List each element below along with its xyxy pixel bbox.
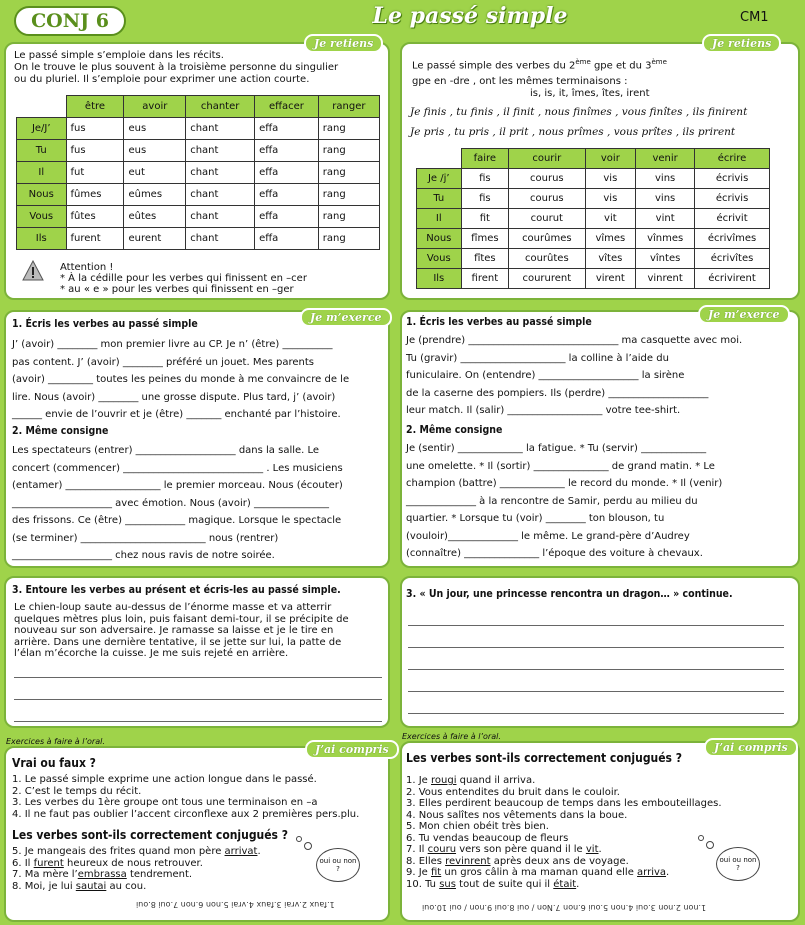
tag-je-retiens: Je retiens [304, 34, 383, 53]
table-cell: rang [318, 162, 379, 184]
exercise-box-3-right [400, 576, 800, 728]
table-cell: écrivis [695, 169, 770, 189]
exercise-line: Le chien-loup saute au-dessus de l’énorme masse et va atterrir [14, 602, 332, 613]
exercise-heading: 3. Entoure les verbes au présent et écris-les au passé simple. [12, 584, 341, 596]
rule-line: On le trouve le plus souvent à la troisième personne du singulier [14, 62, 339, 73]
table-cell: courus [509, 189, 585, 209]
table-cell: fûmes [66, 184, 124, 206]
table-header: ranger [318, 96, 379, 118]
table-cell: vint [636, 209, 695, 229]
exercise-line: (connaître) _______________ l’époque des voiture à chevaux. [406, 548, 703, 559]
exercise-heading: 3. « Un jour, une princesse rencontra un dragon… » continue. [406, 588, 733, 600]
exercise-line: l’élan m’écorche la cuisse. Je me suis rejeté en arrière. [14, 648, 289, 659]
table-row [417, 249, 770, 269]
rule-line: Le passé simple s’emploie dans les récits. [14, 50, 224, 61]
exercise-line: pas content. J’ (avoir) ________ préféré un jouet. Mes parents [12, 356, 314, 368]
quiz-verb: sus [439, 878, 456, 890]
pronoun-cell: Il [17, 162, 67, 184]
table-cell: chant [186, 118, 255, 140]
quiz-item [406, 821, 722, 833]
exercise-line: de la caserne des pompiers. Ils (perdre) ____________________ [406, 387, 709, 399]
quiz-text: au cou. [106, 880, 147, 892]
table-cell: courut [509, 209, 585, 229]
answer-key: 1.non 2.non 3.oui 4.non 5.oui 6.non 7.Non / oui 8.oui 9.non / oui 10.oui [422, 903, 707, 912]
rule-text: Le passé simple des verbes du 2 [412, 60, 576, 72]
quiz-item [12, 858, 261, 870]
exercise-heading: 2. Même consigne [406, 424, 503, 436]
table-row [17, 118, 380, 140]
quiz-verb: sautai [75, 880, 107, 892]
answer-line[interactable] [408, 670, 784, 692]
quiz-verb: embrassa [77, 869, 127, 880]
quiz-text: . [257, 846, 261, 857]
table-row [417, 169, 770, 189]
quiz-item [406, 833, 722, 845]
pronoun-cell: Il [417, 209, 462, 229]
table-header: être [66, 96, 124, 118]
table-cell: vîmes [585, 229, 636, 249]
table-cell: effa [255, 184, 319, 206]
table-cell: fîmes [461, 229, 509, 249]
table-cell: écrivîtes [695, 249, 770, 269]
exercise-line: champion (battre) _____________ le record du monde. * Il (venir) [406, 478, 723, 489]
quiz-item [406, 775, 722, 787]
table-row [417, 209, 770, 229]
table-header: écrire [695, 149, 770, 169]
pronoun-cell: Nous [417, 229, 462, 249]
pronoun-cell: Nous [17, 184, 67, 206]
answer-line[interactable] [14, 656, 382, 678]
attention-title: Attention ! [60, 262, 114, 273]
table-header: faire [461, 149, 509, 169]
table-cell: vis [585, 189, 636, 209]
quiz-text: quand il arriva. [456, 775, 536, 786]
exercise-line: concert (commencer) ____________________________ . Les musiciens [12, 462, 343, 474]
quiz-item: 4. Il ne faut pas oublier l’accent circonflexe aux 2 premières pers.plu. [12, 808, 360, 820]
tag-je-m-exerce: Je m’exerce [698, 305, 790, 324]
table-cell: vinrent [636, 269, 695, 289]
tag-je-retiens: Je retiens [702, 34, 781, 53]
quiz-text: 9. Je [406, 867, 431, 878]
pronoun-cell: Vous [17, 206, 67, 228]
table-cell: furent [66, 228, 124, 250]
quiz-text: 5. Je mangeais des frites quand mon père [12, 846, 225, 857]
table-row [417, 189, 770, 209]
quiz-text: 5. Mon chien obéit très bien. [406, 821, 549, 832]
exercise-line: Tu (gravir) _____________________ la colline à l’aide du [406, 352, 669, 364]
exercise-heading: 1. Écris les verbes au passé simple [406, 316, 592, 328]
exercise-box-left [4, 310, 390, 568]
exercise-line: (vouloir)______________ le même. Le grand-père d’Audrey [406, 530, 690, 542]
table-row [17, 206, 380, 228]
answer-line[interactable] [14, 700, 382, 722]
table-cell: écrivîmes [695, 229, 770, 249]
quiz-item [12, 869, 261, 881]
exercise-line: ______________ à la rencontre de Samir, perdu au milieu du [406, 495, 698, 507]
table-cell: eûtes [124, 206, 186, 228]
tag-j-ai-compris: J’ai compris [305, 740, 399, 759]
quiz-text: . [666, 867, 670, 878]
exercise-line: J’ (avoir) ________ mon premier livre au CP. Je n’ (être) __________ [12, 339, 333, 350]
quiz-heading: Les verbes sont-ils correctement conjugués ? [12, 828, 288, 842]
exercise-line: arrière. Dans une dernière tentative, il se jette sur lui, la patte de [14, 636, 342, 648]
exercise-line: Je (prendre) ______________________________ ma casquette avec moi. [406, 335, 743, 346]
quiz-text: 8. Moi, je lui [12, 880, 76, 892]
table-cell: vit [585, 209, 636, 229]
quiz-text: 4. Nous salîtes nos vêtements dans la boue. [406, 809, 628, 821]
quiz-item: 3. Les verbes du 1ère groupe ont tous une terminaison en –a [12, 797, 318, 808]
pronoun-cell: Tu [17, 140, 67, 162]
quiz-item: 2. C’est le temps du récit. [12, 785, 142, 797]
table-cell: courûtes [509, 249, 585, 269]
exercise-line: (avoir) _________ toutes les peines du monde à me convaincre de le [12, 374, 350, 385]
table-cell: eus [124, 140, 186, 162]
answer-line[interactable] [408, 648, 784, 670]
rule-box-left [4, 42, 390, 300]
rule-line [412, 54, 667, 74]
understanding-box-right [400, 741, 800, 922]
pronoun-cell: Ils [417, 269, 462, 289]
table-cell: rang [318, 140, 379, 162]
quiz-item [406, 856, 722, 868]
quiz-verb: arriva [637, 867, 667, 878]
answer-key: 1.faux 2.vrai 3.faux 4.vrai 5.non 6.non 7.oui 8.oui [136, 900, 335, 909]
page-title: Le passé simple [372, 3, 568, 29]
table-cell: rang [318, 184, 379, 206]
table-header: effacer [255, 96, 319, 118]
table-cell: effa [255, 140, 319, 162]
table-cell: firent [461, 269, 509, 289]
quiz-text: 6. Il [12, 857, 34, 869]
quiz-verb: furent [33, 857, 64, 869]
quiz-text: 7. Il [406, 844, 428, 855]
answer-line[interactable] [14, 678, 382, 700]
rule-line: ou du pluriel. Il s’emploie pour exprimer une action courte. [14, 74, 310, 85]
quiz-text: . [576, 878, 580, 890]
exercise-line: des frissons. Ce (être) ____________ magique. Lorsque le spectacle [12, 515, 342, 526]
conjugation-table-1 [16, 95, 380, 250]
pronoun-cell: Ils [17, 228, 67, 250]
exercise-heading: 2. Même consigne [12, 425, 109, 437]
quiz-text: . [598, 844, 602, 855]
table-cell: chant [186, 162, 255, 184]
exercise-line: ____________________ chez nous ravis de notre soirée. [12, 550, 275, 561]
table-cell: eurent [124, 228, 186, 250]
quiz-verb: vit [585, 844, 599, 855]
table-cell: vins [636, 189, 695, 209]
quiz-text: 8. Elles [406, 855, 446, 867]
table-cell: effa [255, 162, 319, 184]
table-header: venir [636, 149, 695, 169]
table-cell: vis [585, 169, 636, 189]
quiz-text: 1. Je [406, 775, 431, 786]
exercise-heading: 1. Écris les verbes au passé simple [12, 318, 198, 330]
table-cell: fus [66, 140, 124, 162]
quiz-item [406, 867, 722, 879]
quiz-text: après deux ans de voyage. [490, 855, 629, 867]
table-row [417, 229, 770, 249]
table-cell: effa [255, 228, 319, 250]
quiz-item [406, 844, 722, 856]
quiz-heading: Les verbes sont-ils correctement conjugués ? [406, 751, 682, 765]
pronoun-cell: Tu [417, 189, 462, 209]
table-cell: virent [585, 269, 636, 289]
warning-icon [22, 260, 44, 282]
quiz-item [406, 810, 722, 822]
quiz-verb: arrivat [224, 846, 258, 857]
attention-line: * au « e » pour les verbes qui finissent en –ger [60, 284, 294, 295]
exercise-line: Les spectateurs (entrer) ____________________ dans la salle. Le [12, 445, 320, 456]
quiz-text: vers son père quand il le [456, 844, 586, 855]
thought-bubble-dot [706, 841, 714, 849]
thought-bubble-dot [296, 836, 302, 842]
table-cell: eûmes [124, 184, 186, 206]
table-cell: vînmes [636, 229, 695, 249]
exercise-line: leur match. Il (salir) ___________________ votre tee-shirt. [406, 405, 681, 416]
table-cell: effa [255, 206, 319, 228]
table-cell: écrivis [695, 189, 770, 209]
table-cell: chant [186, 140, 255, 162]
quiz-text: 10. Tu [406, 878, 440, 890]
oral-label: Exercices à faire à l’oral. [6, 737, 105, 746]
pronoun-cell: Vous [417, 249, 462, 269]
quiz-verb: couru [427, 844, 457, 855]
table-cell: courûmes [509, 229, 585, 249]
exercise-line: lire. Nous (avoir) ________ une grosse dispute. Plus tard, j’ (avoir) [12, 391, 336, 403]
conj-badge: CONJ 6 [14, 6, 126, 36]
rule-line: gpe en -dre , ont les mêmes terminaisons : [412, 76, 628, 88]
table-cell: fîtes [461, 249, 509, 269]
table-cell: fis [461, 169, 509, 189]
understanding-box-left [4, 746, 390, 922]
level-label: CM1 [740, 10, 769, 25]
exercise-line: quartier. * Lorsque tu (voir) ________ ton blouson, tu [406, 513, 665, 524]
quiz-item [406, 787, 722, 799]
quiz-text: heureux de nous retrouver. [63, 857, 203, 869]
pronoun-cell: Je /j’ [417, 169, 462, 189]
exercise-line: (entamer) ___________________ le premier morceau. Nous (écouter) [12, 480, 343, 491]
table-cell: fûtes [66, 206, 124, 228]
quiz-heading: Vrai ou faux ? [12, 756, 96, 770]
quiz-text: tendrement. [126, 869, 193, 880]
quiz-verb: fit [431, 867, 442, 878]
tag-j-ai-compris: J’ai compris [704, 738, 798, 757]
table-cell: fis [461, 189, 509, 209]
thought-bubble-dot [304, 842, 312, 850]
exercise-line: ______ envie de l’ouvrir et je (être) _______ enchanté par l’histoire. [12, 409, 341, 420]
answer-line[interactable] [408, 626, 784, 648]
quiz-text: 3. Elles perdirent beaucoup de temps dans les embouteillages. [406, 798, 722, 809]
table-cell: vins [636, 169, 695, 189]
quiz-item [406, 798, 722, 810]
oral-label: Exercices à faire à l’oral. [402, 732, 501, 741]
table-cell: chant [186, 228, 255, 250]
quiz-verb: rougi [431, 775, 457, 786]
quiz-item [12, 881, 261, 893]
table-header: voir [585, 149, 636, 169]
quiz-text: 7. Ma mère l’ [12, 869, 78, 880]
table-header: courir [509, 149, 585, 169]
conjugation-table-2 [416, 148, 770, 289]
table-cell: eus [124, 118, 186, 140]
exercise-line: funiculaire. On (entendre) ____________________ la sirène [406, 370, 685, 381]
thought-bubble-dot [698, 835, 704, 841]
table-cell: eut [124, 162, 186, 184]
superscript: ème [651, 58, 667, 66]
exercise-box-right [400, 310, 800, 568]
table-cell: fut [66, 162, 124, 184]
table-row [17, 162, 380, 184]
quiz-text: 2. Vous entendites du bruit dans le couloir. [406, 786, 620, 798]
quiz-item [12, 846, 261, 858]
exercise-box-3-left [4, 576, 390, 728]
exercise-line: ____________________ avec émotion. Nous (avoir) _______________ [12, 497, 329, 509]
table-row [17, 184, 380, 206]
superscript: ème [575, 58, 591, 66]
thought-bubble: oui ou non ? [716, 847, 760, 881]
exercise-line: Je (sentir) _____________ la fatigue. * Tu (servir) _____________ [406, 443, 707, 454]
answer-line[interactable] [408, 692, 784, 714]
exercise-line: (se terminer) _________________________ nous (rentrer) [12, 532, 279, 544]
quiz-text: un gros câlin à ma maman quand elle [441, 867, 638, 878]
table-cell: fit [461, 209, 509, 229]
quiz-verb: revinrent [445, 855, 491, 867]
table-cell: coururent [509, 269, 585, 289]
table-cell: écrivirent [695, 269, 770, 289]
table-cell: écrivit [695, 209, 770, 229]
exercise-line: quelques mètres plus loin, puis faisant demi-tour, il se précipite de [14, 613, 349, 625]
endings-line: is, is, it, îmes, îtes, irent [530, 88, 650, 99]
quiz-item [406, 879, 722, 891]
quiz-text: tout de suite qui il [455, 878, 554, 890]
table-cell: effa [255, 118, 319, 140]
table-row [17, 140, 380, 162]
example-prendre: Je pris , tu pris , il prit , nous prîmes , vous prîtes , ils prirent [410, 126, 736, 138]
table-header: avoir [124, 96, 186, 118]
quiz-text: 6. Tu vendas beaucoup de fleurs [406, 832, 569, 844]
quiz-verb: était [553, 878, 577, 890]
rule-text: gpe et du 3 [590, 60, 652, 72]
thought-bubble: oui ou non ? [316, 848, 360, 882]
rule-box-right [400, 42, 800, 300]
table-cell: chant [186, 206, 255, 228]
exercise-line: une omelette. * Il (sortir) _______________ de grand matin. * Le [406, 460, 715, 472]
table-cell: courus [509, 169, 585, 189]
exercise-line: nouveau sur son adversaire. Je ramasse sa laisse et je le tire en [14, 625, 334, 636]
table-row [417, 269, 770, 289]
table-header: chanter [186, 96, 255, 118]
pronoun-cell: Je/J’ [17, 118, 67, 140]
attention-line: * À la cédille pour les verbes qui finissent en –cer [60, 273, 307, 284]
table-cell: rang [318, 206, 379, 228]
table-cell: fus [66, 118, 124, 140]
quiz-item: 1. Le passé simple exprime une action longue dans le passé. [12, 774, 317, 785]
table-cell: rang [318, 118, 379, 140]
example-finir: Je finis , tu finis , il finit , nous finîmes , vous finîtes , ils finirent [410, 106, 748, 118]
table-cell: vîntes [636, 249, 695, 269]
table-cell: rang [318, 228, 379, 250]
table-cell: vîtes [585, 249, 636, 269]
answer-line[interactable] [408, 604, 784, 626]
tag-je-m-exerce: Je m’exerce [300, 308, 392, 327]
table-cell: chant [186, 184, 255, 206]
table-row [17, 228, 380, 250]
